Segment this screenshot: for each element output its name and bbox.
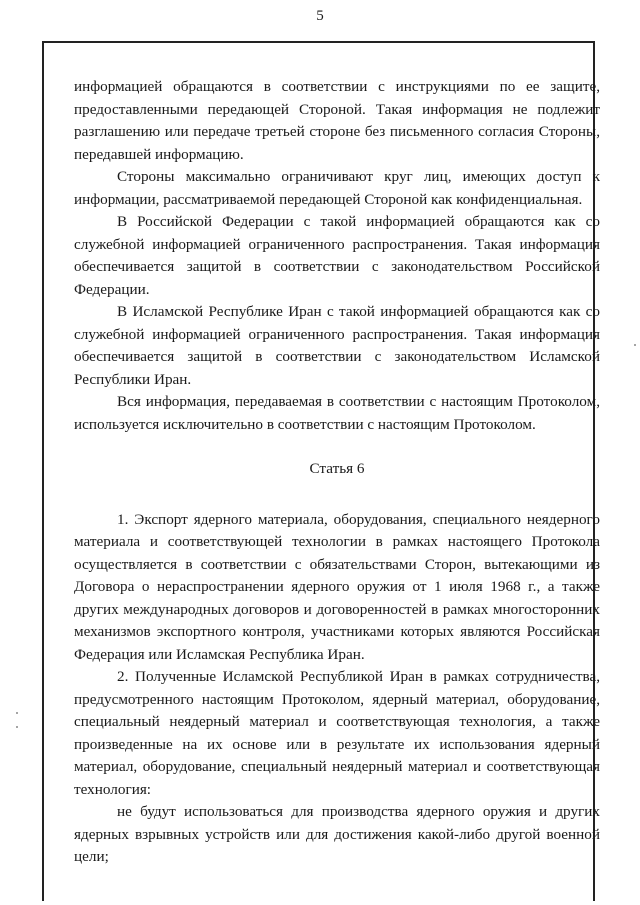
- paragraph: информацией обращаются в соответствии с инструкциями по ее защите, предоставленными передающей Стороной. Такая информация не подлежит разглашению или передаче третьей стороне без письменного согласия Стороны, передавшей информацию.: [74, 78, 600, 163]
- page-number: 5: [316, 8, 324, 24]
- article-heading: Статья 6: [309, 460, 365, 477]
- paragraph: В Российской Федерации с такой информацией обращаются как со служебной информацией ограниченного распространения. Такая информация обеспечивается защитой в соответствии с законодательством Российской Федерации.: [74, 213, 600, 298]
- paragraph: 2. Полученные Исламской Республикой Иран в рамках сотрудничества, предусмотренного настоящим Протоколом, ядерный материал, оборудование, специальный неядерный материал и соответствующая технология, а также произведенные на их основе или в результате их использования ядерный материал, оборудование, специальный неядерный материал и соответствующая технология:: [74, 668, 600, 798]
- paragraph: В Исламской Республике Иран с такой информацией обращаются как со служебной информацией ограниченного распространения. Такая информация обеспечивается защитой в соответствии с законодательством Исламской Республики Иран.: [74, 303, 600, 388]
- scan-speck: [634, 344, 636, 346]
- document-body: [74, 76, 600, 869]
- scan-speck: [16, 726, 18, 728]
- scan-speck: [16, 712, 18, 714]
- paragraph: Стороны максимально ограничивают круг лиц, имеющих доступ к информации, рассматриваемой передающей Стороной как конфиденциальная.: [74, 168, 600, 208]
- paragraph: 1. Экспорт ядерного материала, оборудования, специального неядерного материала и соответствующей технологии в рамках настоящего Протокола осуществляется в соответствии с обязательствами Сторон, вытекающими из Договора о нераспространении ядерного оружия от 1 июля 1968 г., а также других международных договоров и договоренностей в рамках многосторонних механизмов экспортного контроля, участниками которых являются Российская Федерация или Исламская Республика Иран.: [74, 510, 600, 663]
- paragraph: не будут использоваться для производства ядерного оружия и других ядерных взрывных устройств или для достижения какой-либо другой военной цели;: [74, 803, 600, 865]
- paragraph: Вся информация, передаваемая в соответствии с настоящим Протоколом, используется исключительно в соответствии с настоящим Протоколом.: [74, 393, 600, 433]
